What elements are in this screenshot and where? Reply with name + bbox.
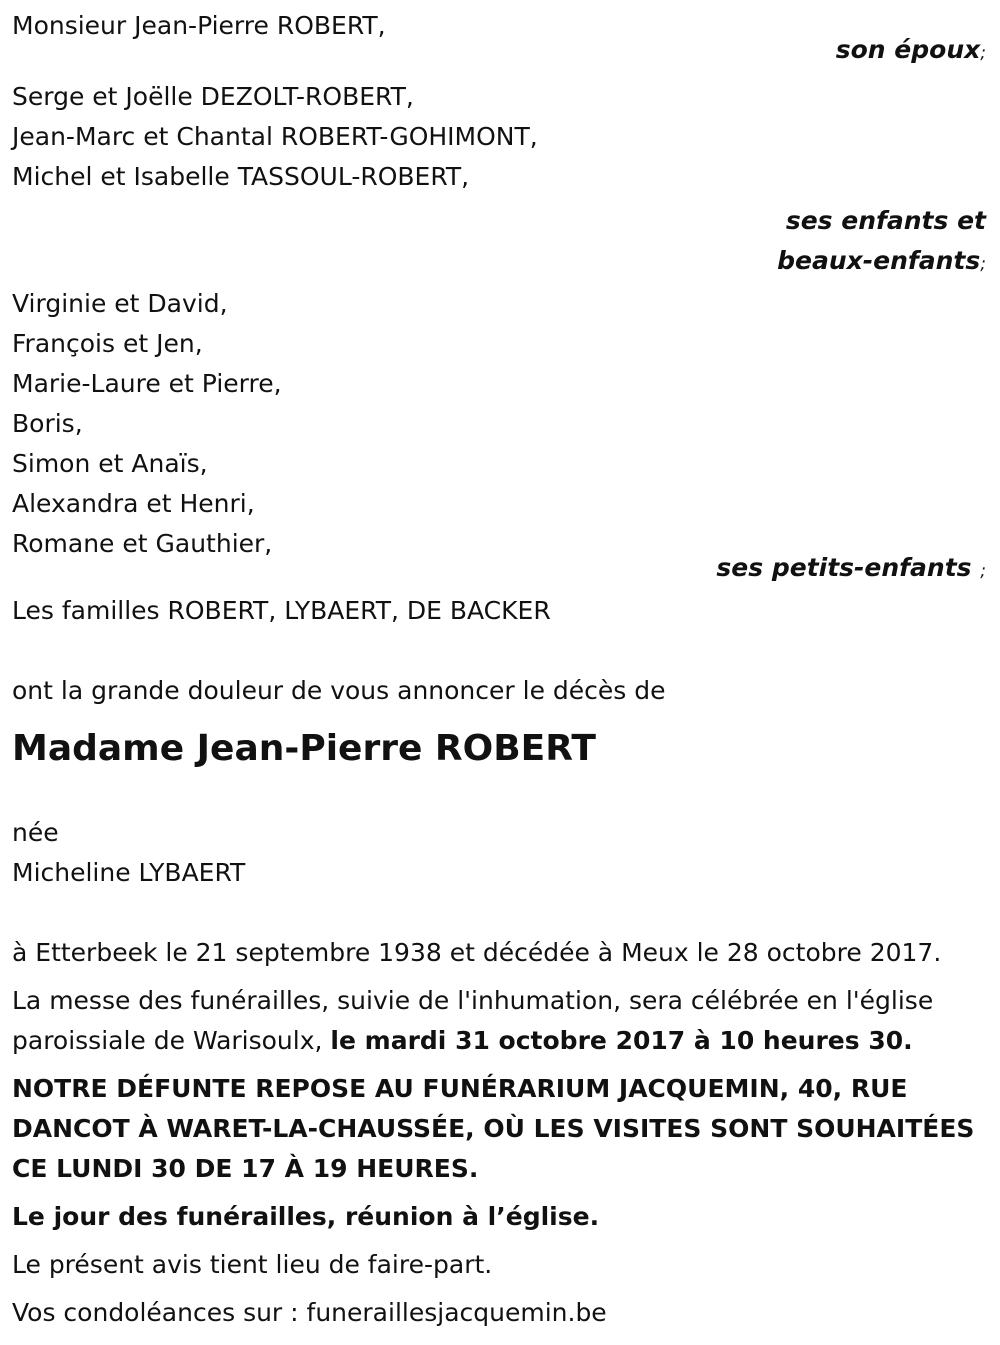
grandchild-entry: Simon et Anaïs,	[12, 449, 208, 478]
child-entry: Jean-Marc et Chantal ROBERT-GOHIMONT,	[12, 122, 538, 151]
grandchild-entry: Virginie et David,	[12, 289, 228, 318]
condolences-line: Vos condoléances sur : funeraillesjacquemin.be	[12, 1298, 607, 1327]
grandchild-entry: Romane et Gauthier,	[12, 529, 273, 558]
funeral-text: La messe des funérailles, suivie de l'inhumation, sera célébrée en l'église paroissiale de Warisoulx,	[12, 986, 934, 1055]
children-role-line2: beaux-enfants	[777, 246, 981, 275]
children-role-semicolon: ;	[980, 254, 986, 274]
children-role-line1: ses enfants et	[785, 206, 986, 235]
grandchild-entry: Alexandra et Henri,	[12, 489, 255, 518]
announcement-line: ont la grande douleur de vous annoncer le décès de	[12, 676, 666, 705]
funerarium-paragraph: NOTRE DÉFUNTE REPOSE AU FUNÉRARIUM JACQUEMIN, 40, RUE DANCOT À WARET-LA-CHAUSSÉE, OÙ LES VISITES SONT SOUHAITÉES CE LUNDI 30 DE 17 À 19 HEURES.	[12, 1074, 975, 1183]
grandchild-entry: Boris,	[12, 409, 83, 438]
child-entry: Michel et Isabelle TASSOUL-ROBERT,	[12, 162, 470, 191]
grandchildren-role-label: ses petits-enfants	[716, 553, 981, 582]
meeting-line: Le jour des funérailles, réunion à l’église.	[12, 1202, 600, 1231]
spouse-name: Monsieur Jean-Pierre ROBERT,	[12, 11, 386, 40]
birth-death-line: à Etterbeek le 21 septembre 1938 et décédée à Meux le 28 octobre 2017.	[12, 938, 942, 967]
spouse-role-label: son époux	[835, 35, 981, 64]
grandchild-entry: Marie-Laure et Pierre,	[12, 369, 282, 398]
funeral-date: le mardi 31 octobre 2017 à 10 heures 30.	[330, 1026, 913, 1055]
spouse-role-semicolon: ;	[980, 43, 986, 63]
children-role	[12, 241, 988, 284]
child-entry: Serge et Joëlle DEZOLT-ROBERT,	[12, 82, 414, 111]
funeral-paragraph	[12, 981, 988, 1061]
deceased-title: Madame Jean-Pierre ROBERT	[12, 728, 596, 769]
grandchildren-role-semicolon: ;	[980, 561, 986, 581]
families-line: Les familles ROBERT, LYBAERT, DE BACKER	[12, 596, 551, 625]
maiden-name: Micheline LYBAERT	[12, 858, 246, 887]
notice-line: Le présent avis tient lieu de faire-part.	[12, 1250, 493, 1279]
grandchild-entry: François et Jen,	[12, 329, 203, 358]
nee-label: née	[12, 818, 59, 847]
